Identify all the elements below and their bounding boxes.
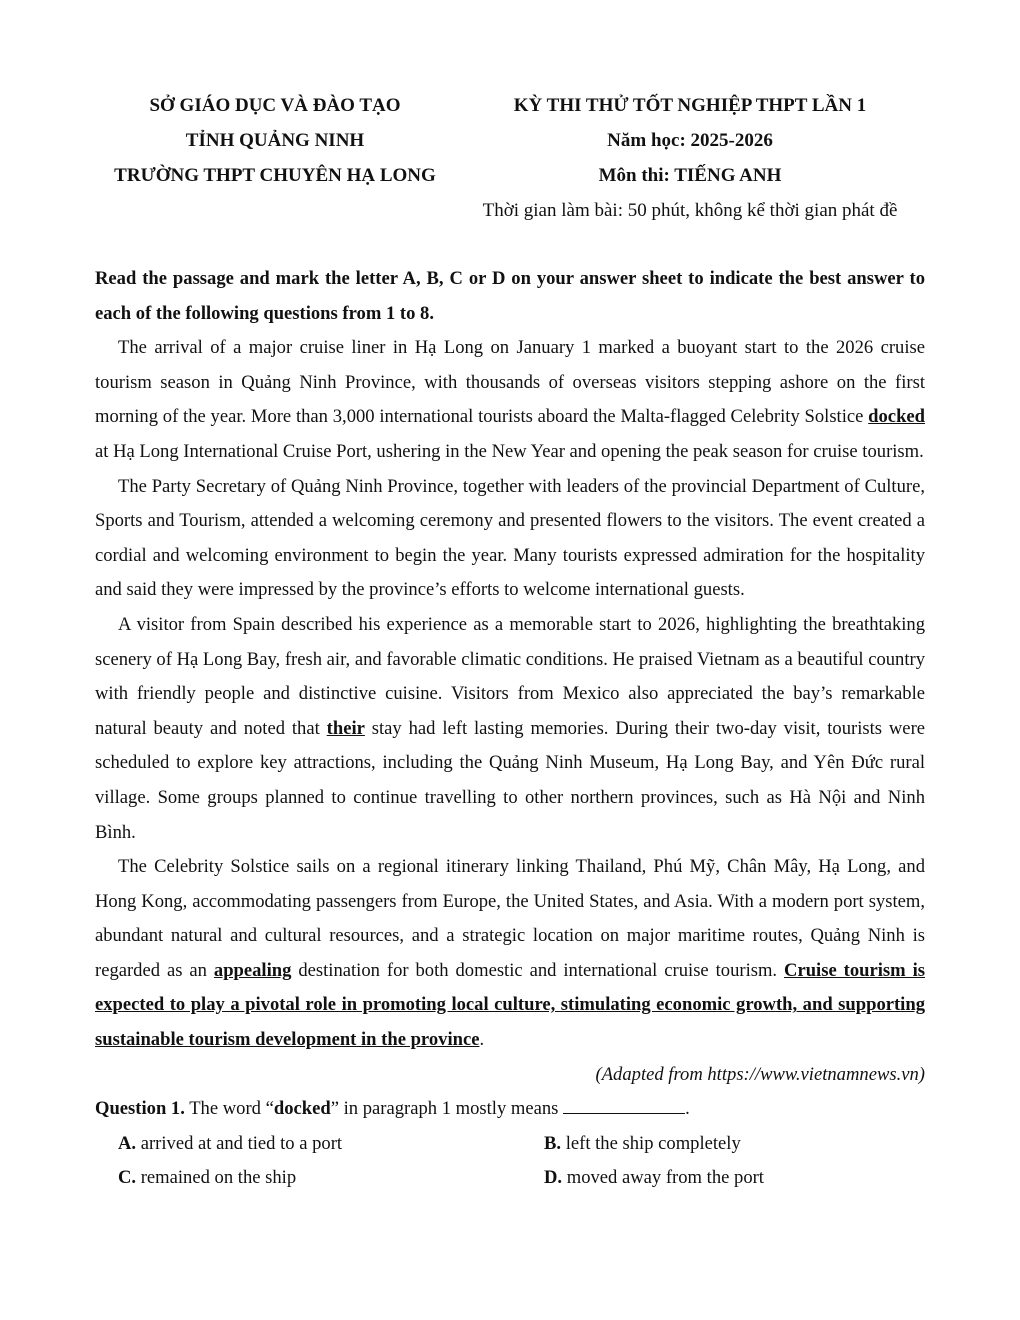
highlighted-word-their: their xyxy=(326,717,365,739)
highlighted-sentence: Cruise tourism is expected to play a pivotal role in promoting local culture, stimulating economic growth, and supporting sustainable tourism development in the province xyxy=(95,959,925,1051)
option-b[interactable] xyxy=(544,1127,741,1162)
passage-paragraph-4 xyxy=(95,850,925,1058)
question-label: Question 1. xyxy=(95,1098,185,1120)
answer-blank xyxy=(563,1093,685,1114)
option-c[interactable] xyxy=(118,1161,296,1196)
school-info xyxy=(70,88,480,193)
option-text: moved away from the port xyxy=(562,1167,764,1189)
exam-content xyxy=(95,262,925,1196)
school-name: TRƯỜNG THPT CHUYÊN HẠ LONG xyxy=(114,165,436,186)
p3-text-before: A visitor from Spain described his experience as a memorable start to 2026, highlighting the breathtaking scenery of Hạ Long Bay, fresh air, and favorable climatic conditions. He praised Vietnam as a beautiful country with friendly people and distinctive cuisine. Visitors from Mexico also appreciated the bay’s remarkable natural beauty and noted that xyxy=(95,613,925,739)
question-word: docked xyxy=(273,1098,331,1120)
question-text-after: ” in paragraph 1 mostly means xyxy=(330,1098,564,1120)
question-text-before: The word “ xyxy=(184,1098,274,1120)
exam-info xyxy=(470,88,910,228)
option-letter: B. xyxy=(544,1132,562,1154)
option-d[interactable] xyxy=(544,1161,764,1196)
highlighted-word-docked: docked xyxy=(868,406,925,428)
p4-text-mid: destination for both domestic and international cruise tourism. xyxy=(291,959,785,981)
question-1 xyxy=(95,1092,925,1127)
passage-paragraph-2: The Party Secretary of Quảng Ninh Province, together with leaders of the provincial Department of Culture, Sports and Tourism, attended a welcoming ceremony and presented flowers to the visitors. The event created a cordial and welcoming environment to begin the year. Many tourists expressed admiration for the hospitality and said they were impressed by the province’s efforts to welcome international guests. xyxy=(95,475,925,601)
p4-text-before: The Celebrity Solstice sails on a regional itinerary linking Thailand, Phú Mỹ, Chân Mây, Hạ Long, and Hong Kong, accommodating passengers from Europe, the United States, and Asia. With a modern port system, abundant natural and cultural resources, and a strategic location on major maritime routes, Quảng Ninh is regarded as an xyxy=(95,856,925,981)
option-letter: A. xyxy=(118,1132,137,1154)
highlighted-word-appealing: appealing xyxy=(213,959,292,981)
option-letter: C. xyxy=(118,1167,137,1189)
exam-title: KỲ THI THỬ TỐT NGHIỆP THPT LẦN 1 xyxy=(513,95,867,116)
option-a[interactable] xyxy=(118,1127,342,1162)
instruction: Read the passage and mark the letter A, B, C or D on your answer sheet to indicate the best answer to each of the following questions from 1 to 8. xyxy=(95,268,925,324)
question-1-options xyxy=(95,1127,925,1196)
province-name: TỈNH QUẢNG NINH xyxy=(185,130,365,151)
question-text-end: . xyxy=(685,1098,690,1120)
exam-duration: Thời gian làm bài: 50 phút, không kể thời gian phát đề xyxy=(482,200,898,221)
passage-source: (Adapted from https://www.vietnamnews.vn) xyxy=(595,1063,925,1085)
passage-paragraph-1 xyxy=(95,331,925,469)
p1-text-after: at Hạ Long International Cruise Port, ushering in the New Year and opening the peak season for cruise tourism. xyxy=(95,440,924,462)
option-text: arrived at and tied to a port xyxy=(136,1132,343,1154)
subject: Môn thi: TIẾNG ANH xyxy=(598,165,782,186)
p1-text-before: The arrival of a major cruise liner in Hạ Long on January 1 marked a buoyant start to the 2026 cruise tourism season in Quảng Ninh Province, with thousands of overseas visitors stepping ashore on the first morning of the year. More than 3,000 international tourists aboard the Malta-flagged Celebrity Solstice xyxy=(95,337,925,428)
passage-paragraph-3 xyxy=(95,608,925,850)
p4-text-end: . xyxy=(479,1029,485,1051)
school-year: Năm học: 2025-2026 xyxy=(607,130,773,151)
option-text: remained on the ship xyxy=(136,1167,297,1189)
department-name: SỞ GIÁO DỤC VÀ ĐÀO TẠO xyxy=(149,95,401,116)
option-letter: D. xyxy=(544,1167,563,1189)
option-text: left the ship completely xyxy=(561,1132,741,1154)
p3-text-after: stay had left lasting memories. During their two-day visit, tourists were scheduled to explore key attractions, including the Quảng Ninh Museum, Hạ Long Bay, and Yên Đức rural village. Some groups planned to continue travelling to other northern provinces, such as Hà Nội and Ninh Bình. xyxy=(95,717,926,843)
